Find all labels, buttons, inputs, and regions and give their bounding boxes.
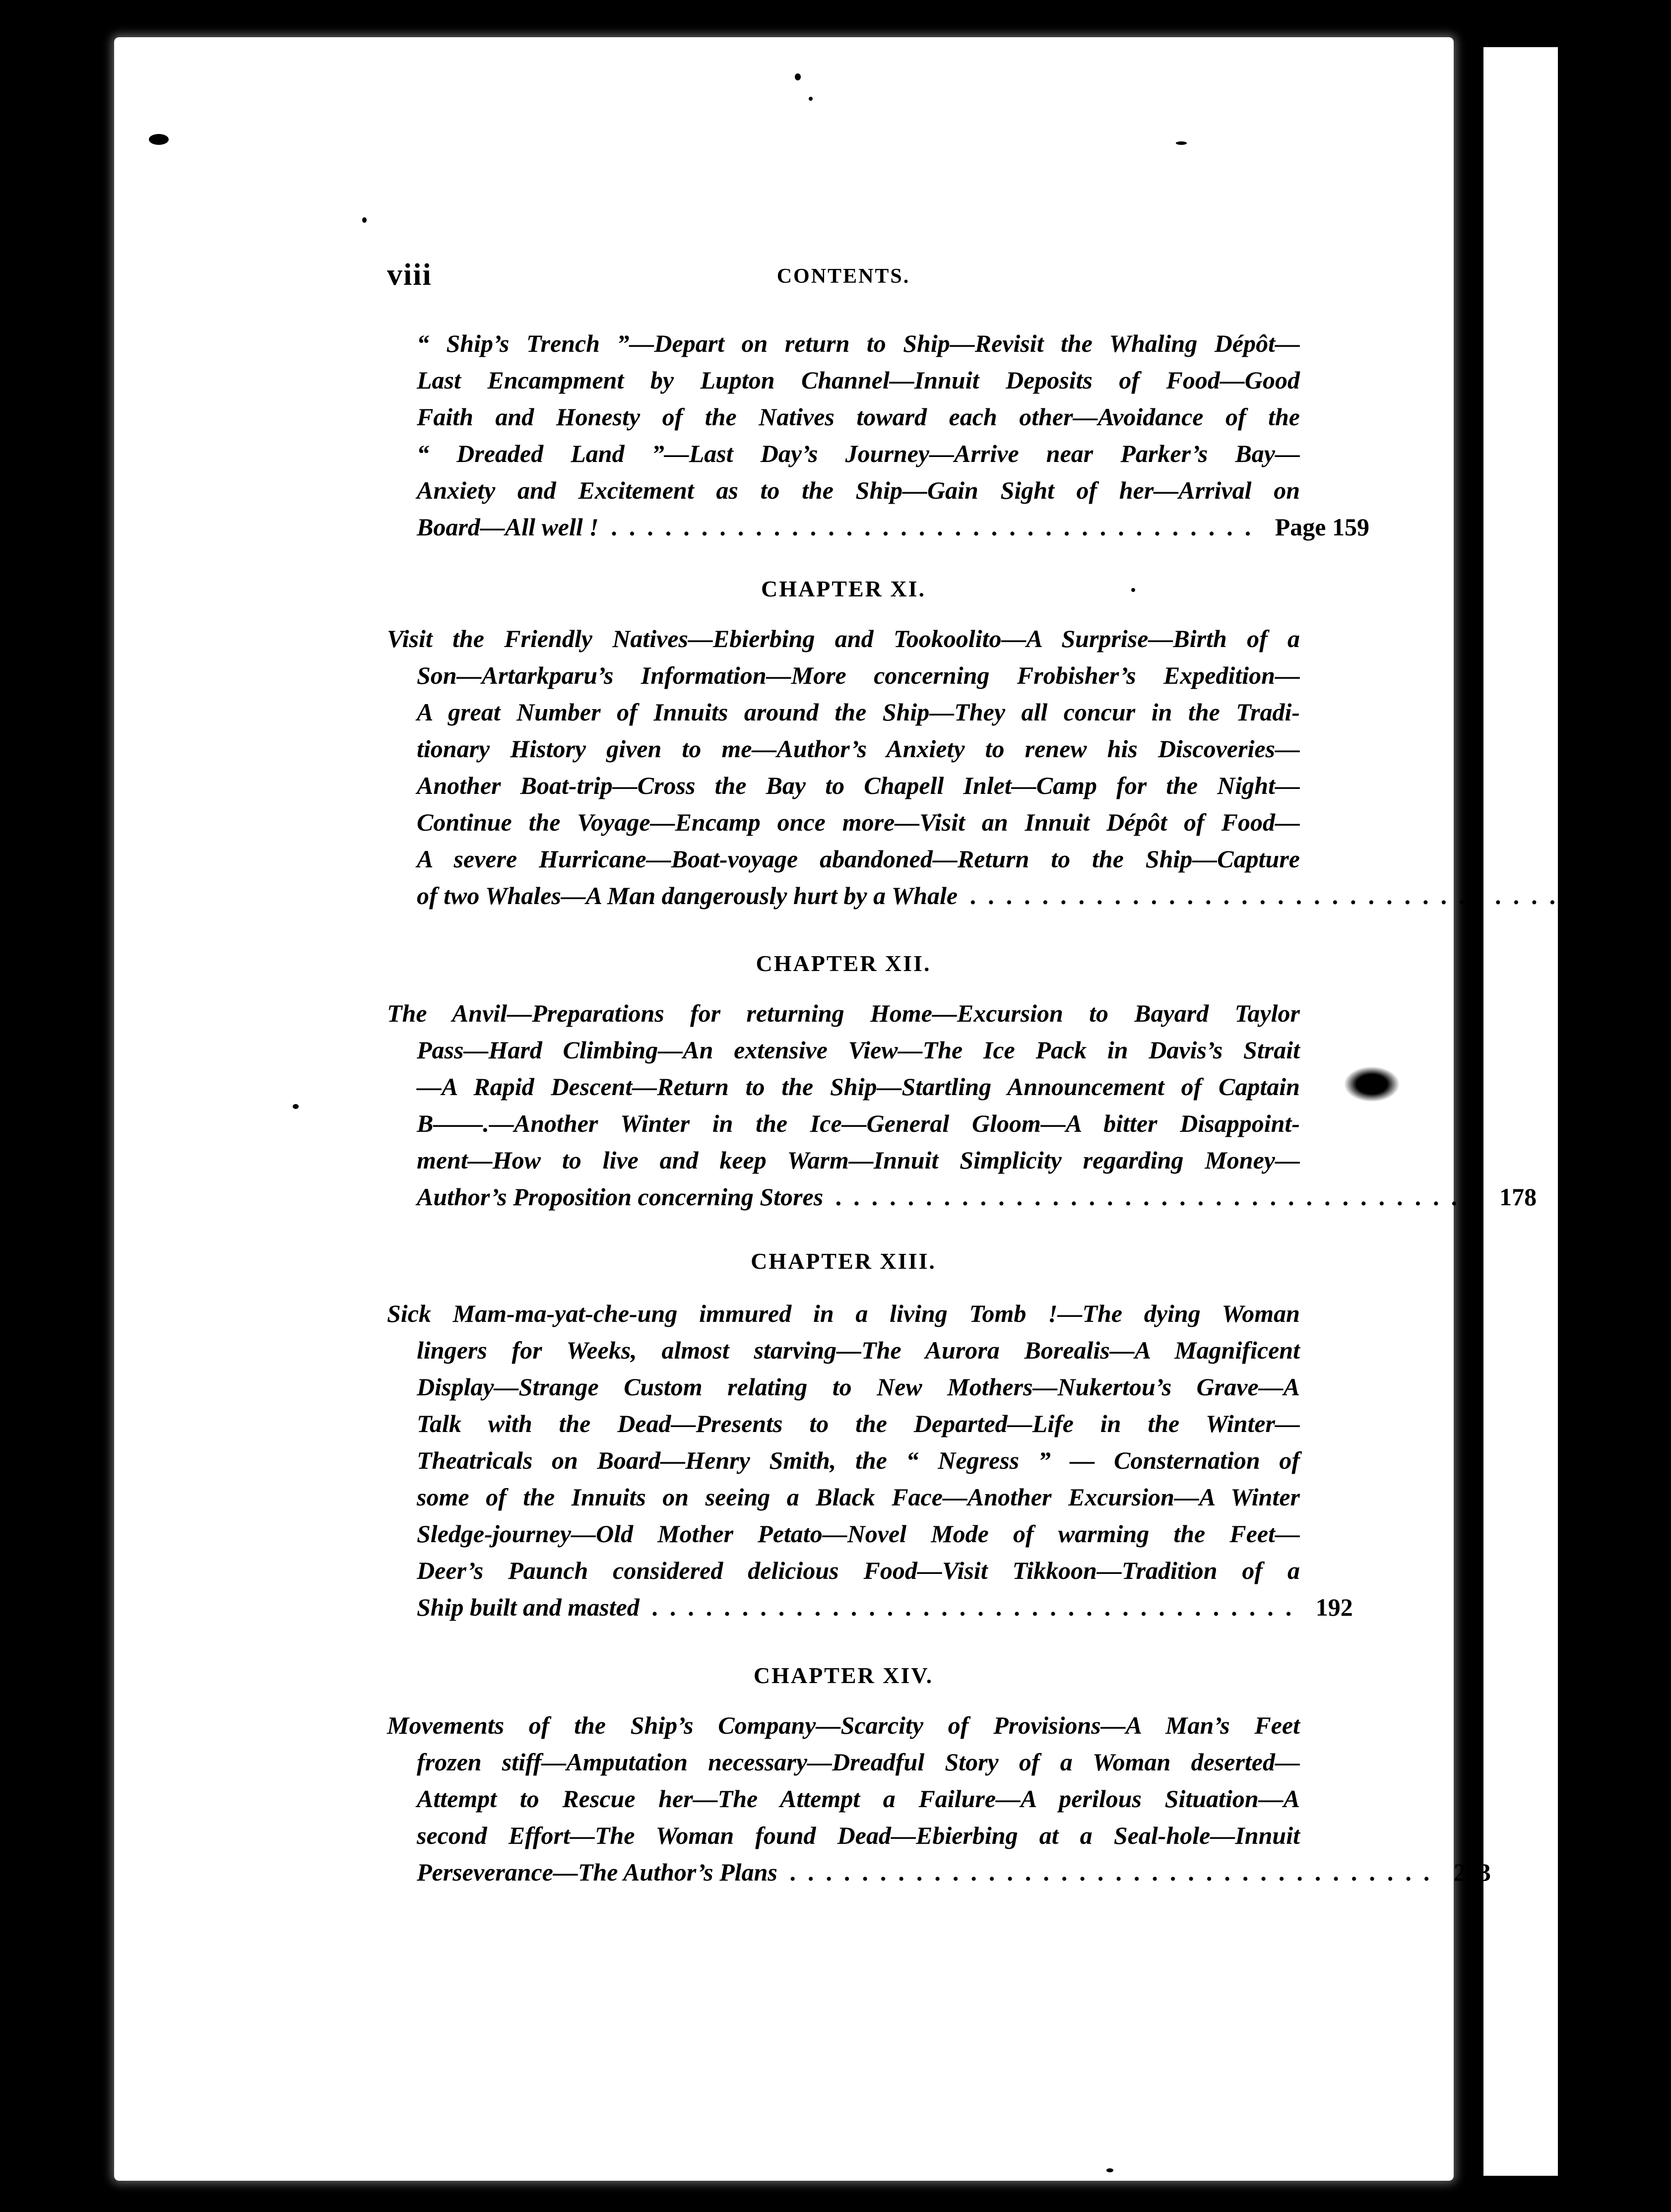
summary-line: “ Dreaded Land ”—Last Day’s Journey—Arrive near Parker’s Bay— (417, 440, 1300, 467)
dot-leader: .................................... (969, 882, 1622, 910)
speck (1176, 141, 1187, 145)
chapter-heading: CHAPTER XII. (756, 951, 931, 976)
page-header (387, 260, 1300, 295)
summary-line: Sledge-journey—Old Mother Petato—Novel Mode of warming the Feet— (417, 1520, 1300, 1548)
speck (1131, 588, 1135, 592)
summary-last-line (387, 1178, 1537, 1215)
summary-last-text: of two Whales—A Man dangerously hurt by a Whale (417, 882, 958, 910)
summary-last-text: Author’s Proposition concerning Stores (417, 1183, 824, 1211)
page-ref: 213 (1453, 1858, 1491, 1886)
speck (1106, 2168, 1113, 2172)
chapter-heading: CHAPTER XIV. (753, 1663, 934, 1688)
summary-line: Movements of the Ship’s Company—Scarcity of Provisions—A Man’s Feet (387, 1711, 1300, 1739)
summary-line: Sick Mam-ma-yat-che-ung immured in a living Tomb !—The dying Woman (387, 1300, 1300, 1327)
summary-line: A severe Hurricane—Boat-voyage abandoned—Return to the Ship—Capture (417, 845, 1300, 873)
dot-leader: .................................... (611, 513, 1263, 541)
speck (809, 97, 813, 101)
summary-line: Attempt to Rescue her—The Attempt a Failure—A perilous Situation—A (417, 1785, 1300, 1813)
running-title: CONTENTS. (776, 265, 910, 288)
chapter-summary (387, 620, 1671, 914)
summary-line: frozen stiff—Amputation necessary—Dreadful Story of a Woman deserted— (417, 1748, 1300, 1776)
summary-line: ment—How to live and keep Warm—Innuit Simplicity regarding Money— (417, 1146, 1300, 1174)
summary-last-line (387, 877, 1671, 914)
summary-last-text: Board—All well ! (417, 513, 599, 541)
summary-line: Another Boat-trip—Cross the Bay to Chapell Inlet—Camp for the Night— (417, 772, 1300, 799)
chapter-heading: CHAPTER XIII. (751, 1248, 936, 1274)
dot-leader: .................................... (651, 1593, 1304, 1621)
summary-line: Anxiety and Excitement as to the Ship—Gain Sight of her—Arrival on (417, 476, 1300, 504)
summary-last-line (387, 1854, 1491, 1890)
summary-line: some of the Innuits on seeing a Black Face—Another Excursion—A Winter (417, 1483, 1300, 1511)
summary-last-line (387, 1589, 1353, 1626)
summary-line: Faith and Honesty of the Natives toward each other—Avoidance of the (417, 403, 1300, 431)
page-ref: Page 159 (1275, 513, 1369, 541)
summary-line: Talk with the Dead—Presents to the Departed—Life in the Winter— (417, 1410, 1300, 1437)
summary-line: tionary History given to me—Author’s Anxiety to renew his Discoveries— (417, 735, 1300, 763)
summary-line: second Effort—The Woman found Dead—Ebierbing at a Seal-hole—Innuit (417, 1822, 1300, 1849)
summary-line: Continue the Voyage—Encamp once more—Visit an Innuit Dépôt of Food— (417, 808, 1300, 836)
intro-summary (387, 325, 1369, 545)
speck (362, 217, 367, 223)
speck (293, 1104, 299, 1109)
summary-last-text: Perseverance—The Author’s Plans (417, 1858, 777, 1886)
page-ref: 178 (1499, 1183, 1537, 1211)
summary-line: Theatricals on Board—Henry Smith, the “ Negress ” — Consternation of (417, 1446, 1300, 1474)
page-ref: 168 (1634, 882, 1671, 910)
page-number: viii (387, 258, 432, 292)
summary-line: lingers for Weeks, almost starving—The Aurora Borealis—A Magnificent (417, 1336, 1300, 1364)
summary-line: A great Number of Innuits around the Ship—They all concur in the Tradi- (417, 698, 1300, 726)
summary-last-text: Ship built and masted (417, 1593, 640, 1621)
page-ref: 192 (1315, 1593, 1353, 1621)
summary-line: Last Encampment by Lupton Channel—Innuit Deposits of Food—Good (417, 366, 1300, 394)
speck (149, 134, 169, 145)
summary-line: B——.—Another Winter in the Ice—General Gloom—A bitter Disappoint- (417, 1109, 1300, 1137)
summary-line: The Anvil—Preparations for returning Home—Excursion to Bayard Taylor (387, 999, 1300, 1027)
speck (795, 73, 801, 80)
summary-line: Pass—Hard Climbing—An extensive View—The Ice Pack in Davis’s Strait (417, 1036, 1300, 1064)
summary-line: “ Ship’s Trench ”—Depart on return to Ship—Revisit the Whaling Dépôt— (417, 329, 1300, 357)
summary-line: Visit the Friendly Natives—Ebierbing and Tookoolito—A Surprise—Birth of a (387, 625, 1300, 652)
summary-last-line (387, 509, 1369, 545)
dot-leader: .................................... (835, 1183, 1487, 1211)
summary-line: Display—Strange Custom relating to New Mothers—Nukertou’s Grave—A (417, 1373, 1300, 1401)
chapter-summary (387, 995, 1537, 1215)
ink-blot (1345, 1067, 1399, 1102)
chapter-heading: CHAPTER XI. (761, 576, 926, 601)
adjacent-page-edge (1483, 47, 1558, 2176)
summary-line: Deer’s Paunch considered delicious Food—Visit Tikkoon—Tradition of a (417, 1557, 1300, 1584)
summary-line: —A Rapid Descent—Return to the Ship—Startling Announcement of Captain (417, 1073, 1300, 1101)
dot-leader: .................................... (789, 1858, 1442, 1886)
chapter-summary (387, 1707, 1491, 1890)
chapter-summary (387, 1295, 1353, 1626)
summary-line: Son—Artarkparu’s Information—More concerning Frobisher’s Expedition— (417, 661, 1300, 689)
